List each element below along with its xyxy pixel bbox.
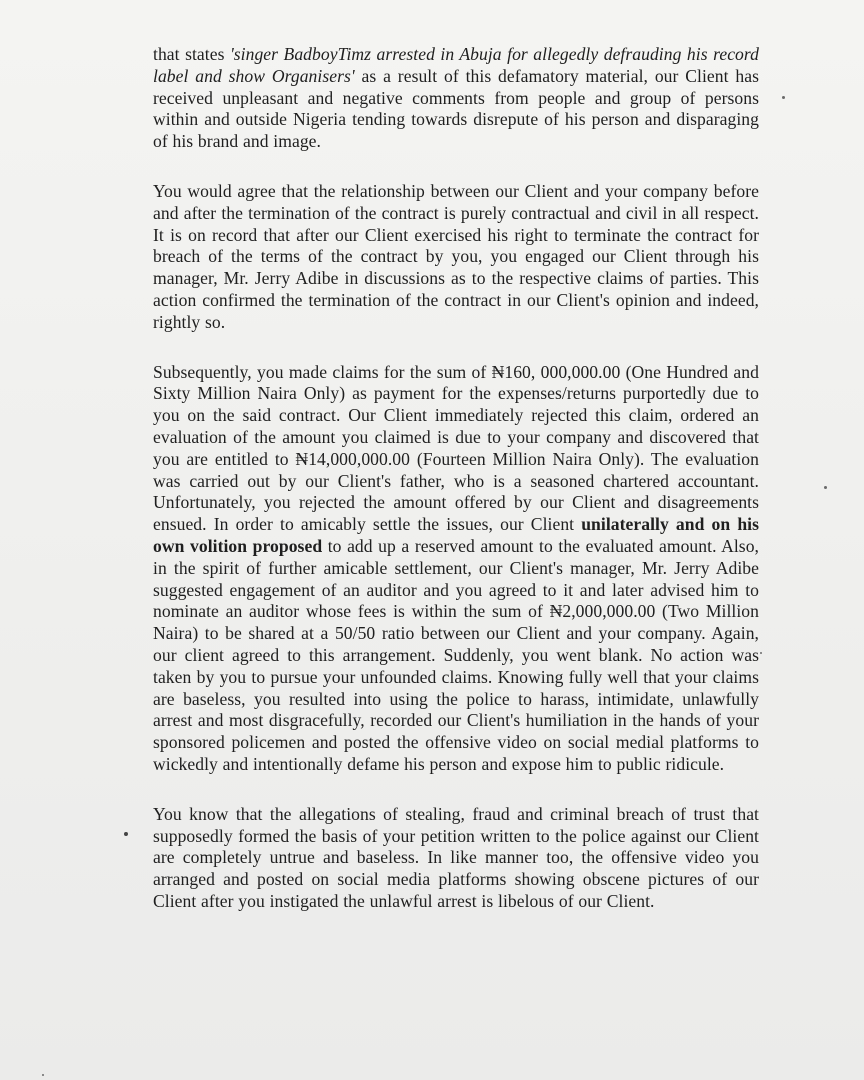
- paragraph-1-lead: that states: [153, 44, 230, 64]
- margin-mark: [124, 832, 128, 836]
- scan-speck: [824, 486, 827, 489]
- paragraph-3-part-2: to add up a reserved amount to the evaluated amount. Also, in the spirit of further amicable settlement, our Client's manager, Mr. Jerry Adibe suggested engagement of an auditor and you agreed to it and later advised him to nominate an auditor whose fees is within the sum of ₦2,000,000.00 (Two Million Naira) to be shared at a 50/50 ratio between our Client and your company. Again, our client agreed to this arrangement. Suddenly, you went blank. No action was taken by you to pursue your unfounded claims. Knowing fully well that your claims are baseless, you resulted into using the police to harass, intimidate, unlawfully arrest and most disgracefully, recorded our Client's humiliation in the hands of your sponsored policemen and posted the offensive video on social medial platforms to wickedly and intentionally defame his person and expose him to public ridicule.: [153, 535, 759, 774]
- scan-speck: [760, 652, 762, 654]
- paragraph-3-part-1: Subsequently, you made claims for the sum of ₦160, 000,000.00 (One Hundred and Sixty Million Naira Only) as payment for the expenses/returns purportedly due to you on the said contract. Our Client immediately rejected this claim, ordered an evaluation of the amount you claimed is due to your company and discovered that you are entitled to ₦14,000,000.00 (Fourteen Million Naira Only). The evaluation was carried out by our Client's father, who is a seasoned chartered accountant. Unfortunately, you rejected the amount offered by our Client and disagreements ensued. In order to amicably settle the issues, our Client: [153, 361, 759, 535]
- paragraph-3: [153, 362, 759, 776]
- paragraph-4: You know that the allegations of stealing, fraud and criminal breach of trust that supposedly formed the basis of your petition written to the police against our Client are completely untrue and baseless. In like manner too, the offensive video you arranged and posted on social media platforms showing obscene pictures of our Client after you instigated the unlawful arrest is libelous of our Client.: [153, 803, 759, 911]
- paragraph-2: You would agree that the relationship between our Client and your company before and after the termination of the contract is purely contractual and civil in all respect. It is on record that after our Client exercised his right to terminate the contract for breach of the terms of the contract by you, you engaged our Client through his manager, Mr. Jerry Adibe in discussions as to the respective claims of parties. This action confirmed the termination of the contract in our Client's opinion and indeed, rightly so.: [153, 180, 759, 332]
- scan-speck: [782, 96, 785, 99]
- paragraph-1-rest: as a result of this defamatory material, our Client has received unpleasant and negative comments from people and group of persons within and outside Nigeria tending towards disrepute of his person and disparaging of his brand and image.: [153, 65, 759, 152]
- letter-body: [153, 44, 759, 941]
- scan-speck: [42, 1074, 44, 1076]
- paragraph-1: [153, 44, 759, 153]
- quoted-headline: 'singer BadboyTimz arrested in Abuja for allegedly defrauding his record label and show Organisers': [153, 44, 759, 86]
- paragraph-3-emphasis: unilaterally and on his own volition proposed: [153, 514, 759, 556]
